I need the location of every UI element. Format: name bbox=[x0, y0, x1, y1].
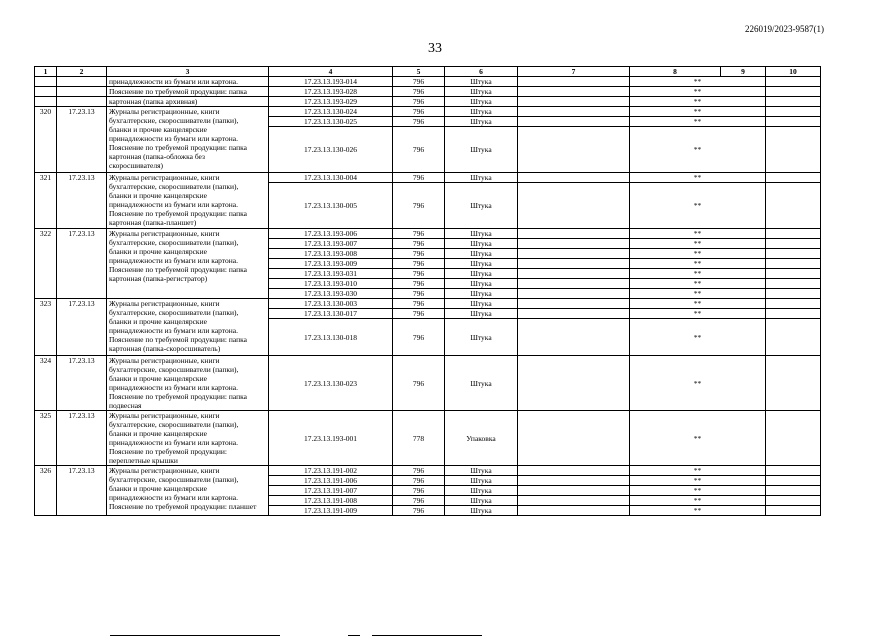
footer-line bbox=[110, 635, 280, 636]
empty-cell bbox=[766, 77, 821, 87]
empty-cell bbox=[518, 127, 630, 173]
okpd-code: 17.23.13 bbox=[57, 466, 107, 516]
okei-code: 796 bbox=[393, 249, 445, 259]
item-description: Журналы регистрационные, книги бухгалтерские, скоросшиватели (папки), бланки и прочие канцелярские принадлежности из бумаги или картона. Пояснение по требуемой продукции: папка картонная (папка-регистратор) bbox=[107, 229, 269, 299]
empty-cell bbox=[518, 299, 630, 309]
item-description: Журналы регистрационные, книги бухгалтерские, скоросшиватели (папки), бланки и прочие канцелярские принадлежности из бумаги или картона. Пояснение по требуемой продукции: папка картонная (папка-планшет) bbox=[107, 173, 269, 229]
item-description: картонная (папка архивная) bbox=[107, 97, 269, 107]
item-description: Журналы регистрационные, книги бухгалтерские, скоросшиватели (папки), бланки и прочие канцелярские принадлежности из бумаги или картона. Пояснение по требуемой продукции: планшет bbox=[107, 466, 269, 516]
ktru-code: 17.23.13.130-025 bbox=[269, 117, 393, 127]
unit-name: Штука bbox=[445, 486, 518, 496]
column-header: 6 bbox=[445, 67, 518, 77]
mark-cell: ** bbox=[630, 127, 766, 173]
row-number: 326 bbox=[35, 466, 57, 516]
empty-cell bbox=[766, 117, 821, 127]
table-row bbox=[35, 107, 821, 117]
unit-name: Штука bbox=[445, 259, 518, 269]
okpd-code bbox=[57, 87, 107, 97]
empty-cell bbox=[518, 259, 630, 269]
mark-cell: ** bbox=[630, 107, 766, 117]
okei-code: 796 bbox=[393, 127, 445, 173]
unit-name: Штука bbox=[445, 117, 518, 127]
mark-cell: ** bbox=[630, 183, 766, 229]
ktru-code: 17.23.13.193-028 bbox=[269, 87, 393, 97]
okei-code: 796 bbox=[393, 356, 445, 411]
row-number bbox=[35, 77, 57, 87]
ktru-code: 17.23.13.191-007 bbox=[269, 486, 393, 496]
unit-name: Штука bbox=[445, 77, 518, 87]
empty-cell bbox=[518, 411, 630, 466]
unit-name: Штука bbox=[445, 127, 518, 173]
empty-cell bbox=[766, 249, 821, 259]
column-header: 1 bbox=[35, 67, 57, 77]
column-header: 2 bbox=[57, 67, 107, 77]
unit-name: Штука bbox=[445, 496, 518, 506]
mark-cell: ** bbox=[630, 486, 766, 496]
ktru-code: 17.23.13.193-030 bbox=[269, 289, 393, 299]
unit-name: Штука bbox=[445, 476, 518, 486]
unit-name: Штука bbox=[445, 309, 518, 319]
mark-cell: ** bbox=[630, 299, 766, 309]
row-number bbox=[35, 97, 57, 107]
item-description: Журналы регистрационные, книги бухгалтерские, скоросшиватели (папки), бланки и прочие канцелярские принадлежности из бумаги или картона. Пояснение по требуемой продукции: переплетные крышки bbox=[107, 411, 269, 466]
ktru-code: 17.23.13.191-006 bbox=[269, 476, 393, 486]
table-row bbox=[35, 87, 821, 97]
mark-cell: ** bbox=[630, 319, 766, 356]
unit-name: Упаковка bbox=[445, 411, 518, 466]
okpd-code: 17.23.13 bbox=[57, 229, 107, 299]
empty-cell bbox=[766, 269, 821, 279]
okpd-code: 17.23.13 bbox=[57, 107, 107, 173]
mark-cell: ** bbox=[630, 259, 766, 269]
empty-cell bbox=[518, 107, 630, 117]
table-row bbox=[35, 229, 821, 239]
okei-code: 796 bbox=[393, 87, 445, 97]
footer-line bbox=[372, 635, 482, 636]
okpd-code: 17.23.13 bbox=[57, 299, 107, 356]
okpd-code: 17.23.13 bbox=[57, 356, 107, 411]
empty-cell bbox=[766, 173, 821, 183]
mark-cell: ** bbox=[630, 496, 766, 506]
mark-cell: ** bbox=[630, 279, 766, 289]
okei-code: 796 bbox=[393, 279, 445, 289]
empty-cell bbox=[766, 486, 821, 496]
okei-code: 796 bbox=[393, 239, 445, 249]
empty-cell bbox=[518, 97, 630, 107]
mark-cell: ** bbox=[630, 249, 766, 259]
empty-cell bbox=[518, 309, 630, 319]
mark-cell: ** bbox=[630, 97, 766, 107]
column-header: 10 bbox=[766, 67, 821, 77]
okei-code: 796 bbox=[393, 229, 445, 239]
ktru-code: 17.23.13.130-004 bbox=[269, 173, 393, 183]
empty-cell bbox=[518, 486, 630, 496]
unit-name: Штука bbox=[445, 466, 518, 476]
okpd-code bbox=[57, 77, 107, 87]
column-header: 9 bbox=[721, 67, 766, 77]
row-number: 321 bbox=[35, 173, 57, 229]
empty-cell bbox=[518, 173, 630, 183]
empty-cell bbox=[766, 411, 821, 466]
mark-cell: ** bbox=[630, 269, 766, 279]
empty-cell bbox=[766, 229, 821, 239]
table-row bbox=[35, 173, 821, 183]
mark-cell: ** bbox=[630, 356, 766, 411]
empty-cell bbox=[766, 239, 821, 249]
ktru-code: 17.23.13.130-003 bbox=[269, 299, 393, 309]
unit-name: Штука bbox=[445, 173, 518, 183]
okei-code: 796 bbox=[393, 289, 445, 299]
empty-cell bbox=[766, 476, 821, 486]
empty-cell bbox=[518, 87, 630, 97]
okei-code: 796 bbox=[393, 183, 445, 229]
ktru-code: 17.23.13.193-029 bbox=[269, 97, 393, 107]
okei-code: 778 bbox=[393, 411, 445, 466]
okei-code: 796 bbox=[393, 269, 445, 279]
okei-code: 796 bbox=[393, 97, 445, 107]
document-number: 226019/2023-9587(1) bbox=[745, 24, 824, 34]
item-description: Пояснение по требуемой продукции: папка bbox=[107, 87, 269, 97]
ktru-code: 17.23.13.191-002 bbox=[269, 466, 393, 476]
empty-cell bbox=[518, 466, 630, 476]
ktru-code: 17.23.13.130-017 bbox=[269, 309, 393, 319]
okei-code: 796 bbox=[393, 259, 445, 269]
empty-cell bbox=[766, 259, 821, 269]
unit-name: Штука bbox=[445, 239, 518, 249]
row-number bbox=[35, 87, 57, 97]
table-row bbox=[35, 77, 821, 87]
ktru-code: 17.23.13.193-001 bbox=[269, 411, 393, 466]
row-number: 320 bbox=[35, 107, 57, 173]
empty-cell bbox=[518, 269, 630, 279]
page-number: 33 bbox=[428, 41, 442, 56]
footer-line bbox=[348, 635, 360, 636]
empty-cell bbox=[518, 117, 630, 127]
column-header: 8 bbox=[630, 67, 721, 77]
okpd-code bbox=[57, 97, 107, 107]
empty-cell bbox=[766, 309, 821, 319]
unit-name: Штука bbox=[445, 183, 518, 229]
unit-name: Штука bbox=[445, 279, 518, 289]
okei-code: 796 bbox=[393, 173, 445, 183]
okei-code: 796 bbox=[393, 309, 445, 319]
ktru-code: 17.23.13.130-023 bbox=[269, 356, 393, 411]
okei-code: 796 bbox=[393, 117, 445, 127]
item-description: Журналы регистрационные, книги бухгалтерские, скоросшиватели (папки), бланки и прочие канцелярские принадлежности из бумаги или картона. Пояснение по требуемой продукции: папка картонная (папка-обложка без скоросшивателя) bbox=[107, 107, 269, 173]
unit-name: Штука bbox=[445, 249, 518, 259]
mark-cell: ** bbox=[630, 117, 766, 127]
empty-cell bbox=[518, 239, 630, 249]
okei-code: 796 bbox=[393, 299, 445, 309]
unit-name: Штука bbox=[445, 299, 518, 309]
table-row bbox=[35, 299, 821, 309]
okei-code: 796 bbox=[393, 77, 445, 87]
mark-cell: ** bbox=[630, 173, 766, 183]
ktru-code: 17.23.13.130-018 bbox=[269, 319, 393, 356]
column-header: 3 bbox=[107, 67, 269, 77]
empty-cell bbox=[766, 97, 821, 107]
ktru-code: 17.23.13.193-006 bbox=[269, 229, 393, 239]
mark-cell: ** bbox=[630, 506, 766, 516]
unit-name: Штука bbox=[445, 107, 518, 117]
unit-name: Штука bbox=[445, 289, 518, 299]
table-row bbox=[35, 97, 821, 107]
empty-cell bbox=[766, 496, 821, 506]
okei-code: 796 bbox=[393, 476, 445, 486]
mark-cell: ** bbox=[630, 289, 766, 299]
okpd-code: 17.23.13 bbox=[57, 411, 107, 466]
mark-cell: ** bbox=[630, 229, 766, 239]
empty-cell bbox=[518, 249, 630, 259]
empty-cell bbox=[766, 299, 821, 309]
empty-cell bbox=[766, 356, 821, 411]
table-row bbox=[35, 411, 821, 466]
mark-cell: ** bbox=[630, 87, 766, 97]
column-header: 5 bbox=[393, 67, 445, 77]
mark-cell: ** bbox=[630, 466, 766, 476]
row-number: 323 bbox=[35, 299, 57, 356]
table-row bbox=[35, 356, 821, 411]
empty-cell bbox=[518, 496, 630, 506]
empty-cell bbox=[518, 229, 630, 239]
unit-name: Штука bbox=[445, 319, 518, 356]
table-row bbox=[35, 466, 821, 476]
item-description: принадлежности из бумаги или картона. bbox=[107, 77, 269, 87]
empty-cell bbox=[518, 476, 630, 486]
empty-cell bbox=[766, 279, 821, 289]
empty-cell bbox=[766, 183, 821, 229]
empty-cell bbox=[518, 279, 630, 289]
empty-cell bbox=[766, 289, 821, 299]
row-number: 325 bbox=[35, 411, 57, 466]
unit-name: Штука bbox=[445, 87, 518, 97]
mark-cell: ** bbox=[630, 77, 766, 87]
empty-cell bbox=[766, 466, 821, 476]
ktru-code: 17.23.13.193-010 bbox=[269, 279, 393, 289]
ktru-code: 17.23.13.130-024 bbox=[269, 107, 393, 117]
unit-name: Штука bbox=[445, 229, 518, 239]
unit-name: Штука bbox=[445, 506, 518, 516]
ktru-code: 17.23.13.193-009 bbox=[269, 259, 393, 269]
ktru-code: 17.23.13.130-026 bbox=[269, 127, 393, 173]
empty-cell bbox=[766, 87, 821, 97]
row-number: 322 bbox=[35, 229, 57, 299]
okei-code: 796 bbox=[393, 496, 445, 506]
column-header: 4 bbox=[269, 67, 393, 77]
mark-cell: ** bbox=[630, 309, 766, 319]
ktru-code: 17.23.13.193-031 bbox=[269, 269, 393, 279]
empty-cell bbox=[518, 183, 630, 229]
empty-cell bbox=[766, 127, 821, 173]
okei-code: 796 bbox=[393, 107, 445, 117]
empty-cell bbox=[766, 107, 821, 117]
procurement-table bbox=[34, 66, 820, 516]
empty-cell bbox=[518, 356, 630, 411]
okei-code: 796 bbox=[393, 506, 445, 516]
ktru-code: 17.23.13.193-008 bbox=[269, 249, 393, 259]
mark-cell: ** bbox=[630, 239, 766, 249]
item-description: Журналы регистрационные, книги бухгалтерские, скоросшиватели (папки), бланки и прочие канцелярские принадлежности из бумаги или картона. Пояснение по требуемой продукции: папка картонная (папка-скоросшиватель) bbox=[107, 299, 269, 356]
mark-cell: ** bbox=[630, 476, 766, 486]
item-description: Журналы регистрационные, книги бухгалтерские, скоросшиватели (папки), бланки и прочие канцелярские принадлежности из бумаги или картона. Пояснение по требуемой продукции: папка подвесная bbox=[107, 356, 269, 411]
ktru-code: 17.23.13.193-014 bbox=[269, 77, 393, 87]
ktru-code: 17.23.13.191-008 bbox=[269, 496, 393, 506]
empty-cell bbox=[766, 506, 821, 516]
column-header: 7 bbox=[518, 67, 630, 77]
empty-cell bbox=[518, 506, 630, 516]
unit-name: Штука bbox=[445, 269, 518, 279]
ktru-code: 17.23.13.191-009 bbox=[269, 506, 393, 516]
okei-code: 796 bbox=[393, 466, 445, 476]
empty-cell bbox=[518, 289, 630, 299]
ktru-code: 17.23.13.193-007 bbox=[269, 239, 393, 249]
okei-code: 796 bbox=[393, 486, 445, 496]
okpd-code: 17.23.13 bbox=[57, 173, 107, 229]
empty-cell bbox=[766, 319, 821, 356]
unit-name: Штука bbox=[445, 97, 518, 107]
empty-cell bbox=[518, 319, 630, 356]
header-row bbox=[35, 67, 821, 77]
unit-name: Штука bbox=[445, 356, 518, 411]
ktru-code: 17.23.13.130-005 bbox=[269, 183, 393, 229]
okei-code: 796 bbox=[393, 319, 445, 356]
row-number: 324 bbox=[35, 356, 57, 411]
mark-cell: ** bbox=[630, 411, 766, 466]
empty-cell bbox=[518, 77, 630, 87]
